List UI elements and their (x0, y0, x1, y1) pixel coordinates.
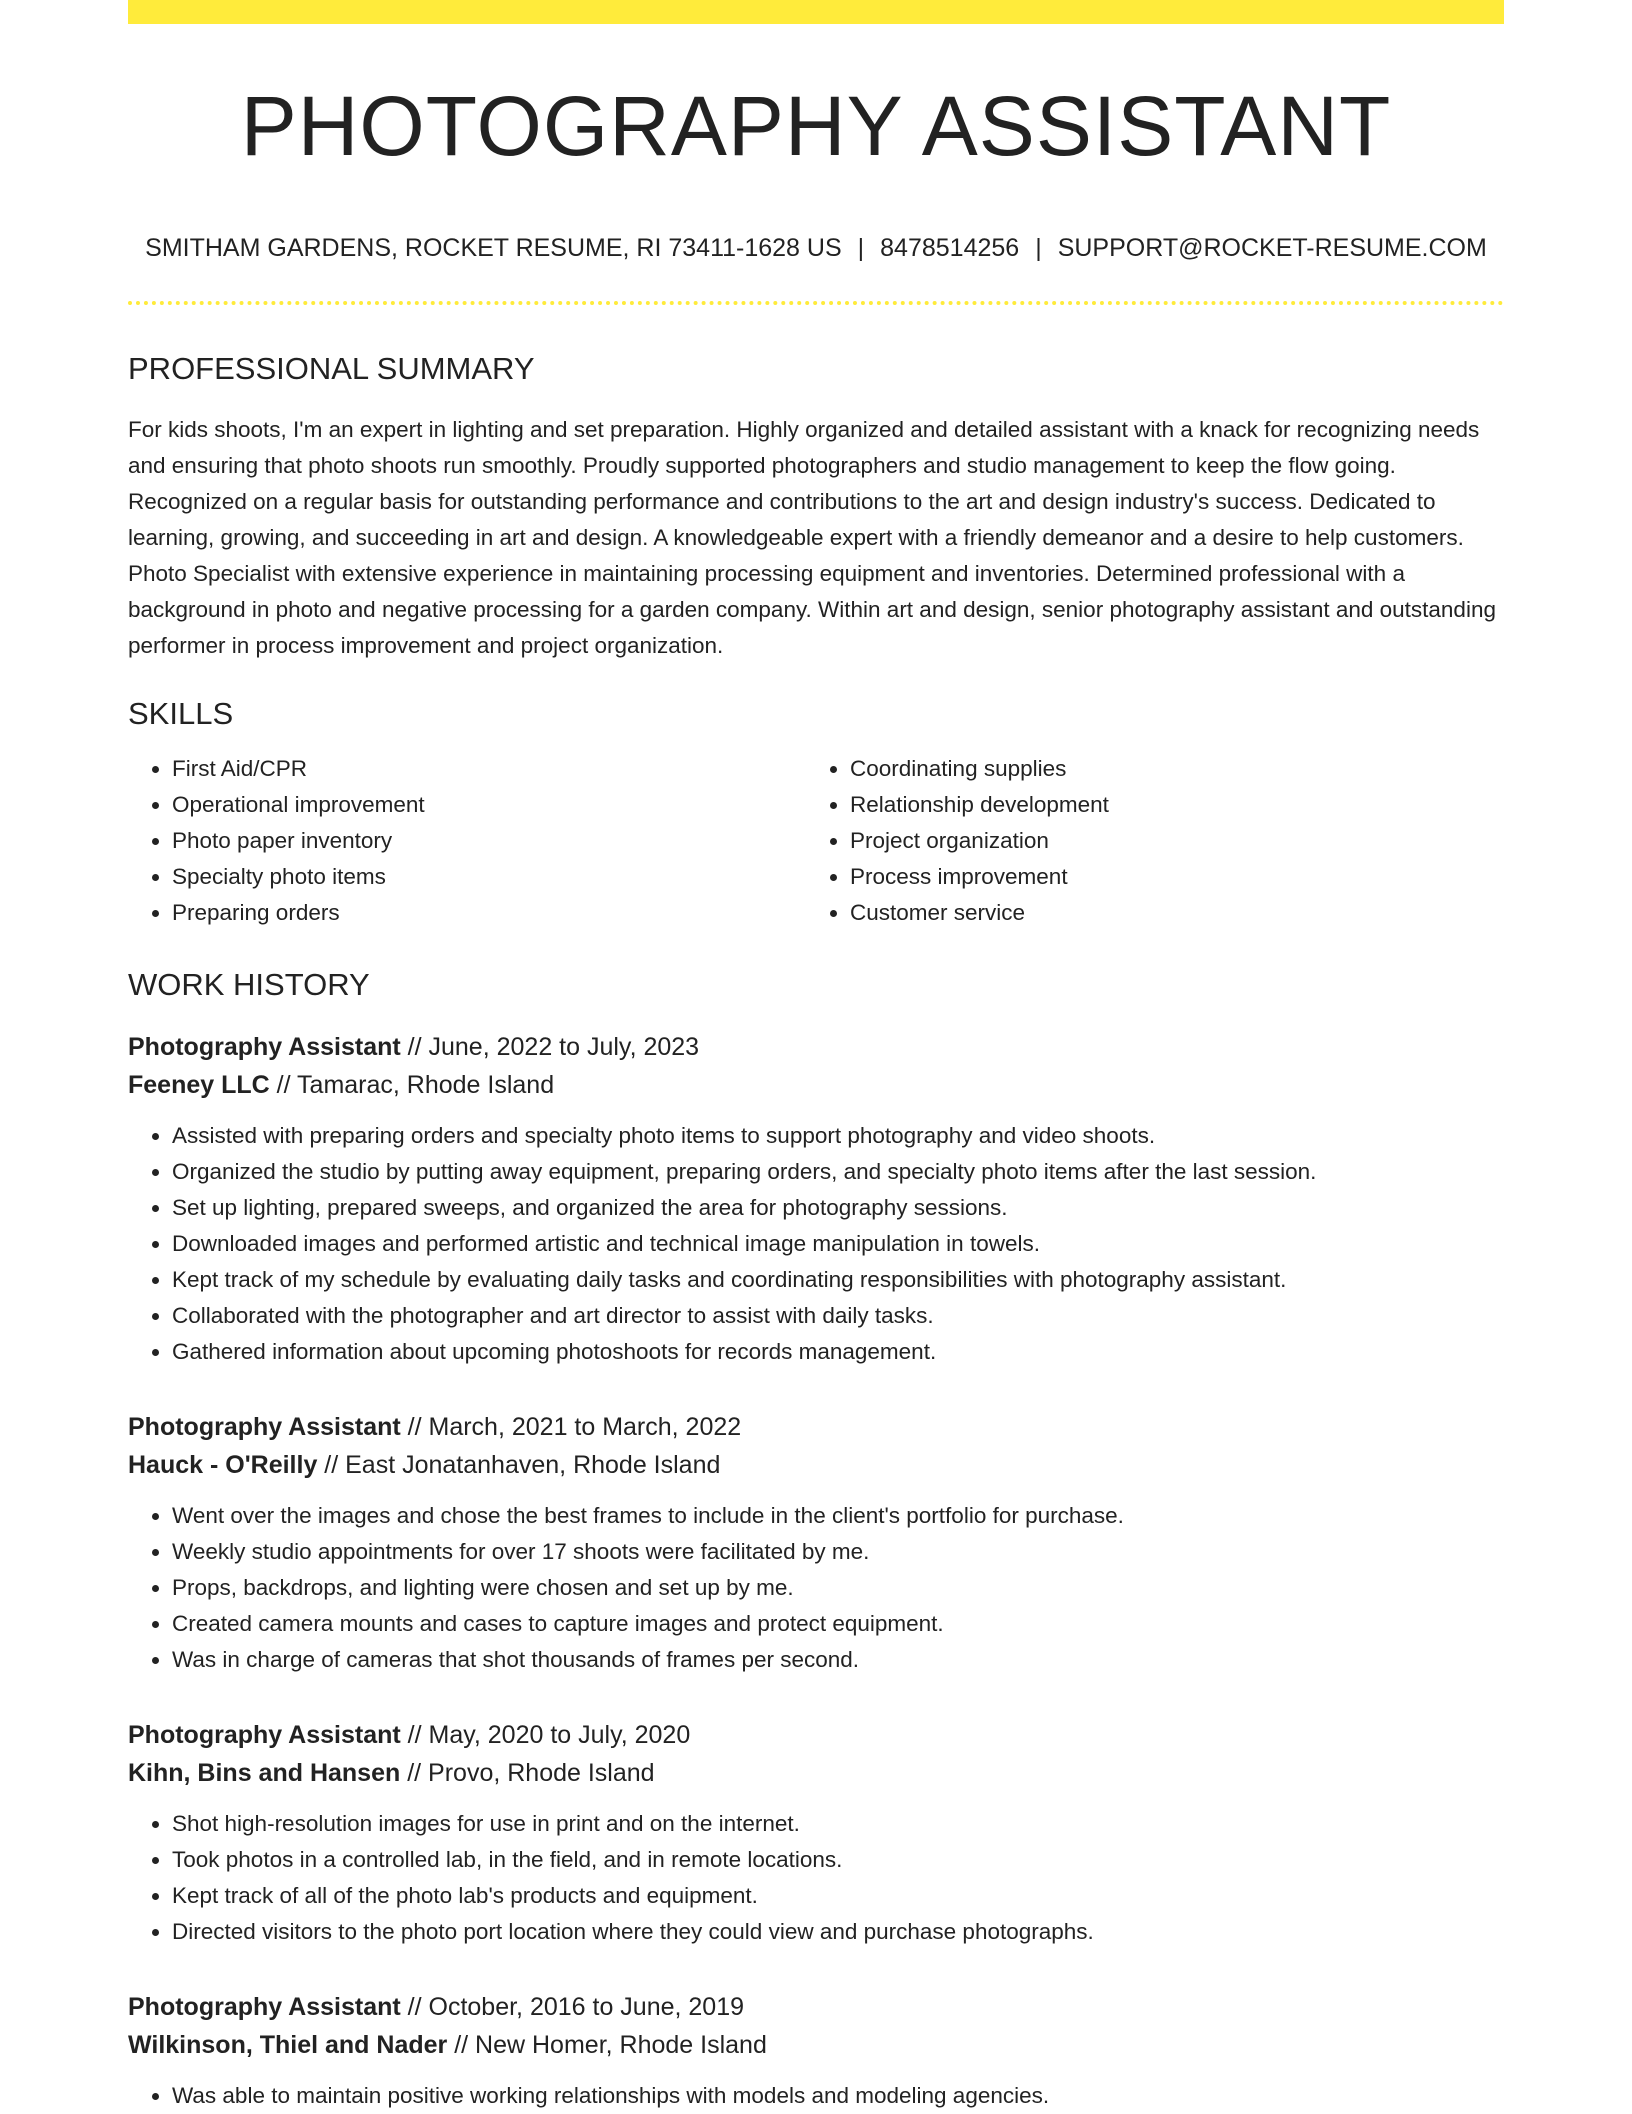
job-bullet: • Assisted with preparing orders and specialty photo items to support photography and video shoots. (172, 1118, 1504, 1154)
job-role: Photography Assistant (128, 1721, 401, 1749)
job-company-line (128, 2026, 1504, 2064)
job-bullets (128, 2078, 1504, 2114)
job-bullet: • Directed visitors to the photo port location where they could view and purchase photographs. (172, 1914, 1504, 1950)
contact-separator: | (1035, 234, 1042, 262)
job-bullet: • Gathered information about upcoming photoshoots for records management. (172, 1334, 1504, 1370)
job-bullet: • Organized the studio by putting away equipment, preparing orders, and specialty photo items after the last session. (172, 1154, 1504, 1190)
skill-item: • Customer service (850, 895, 1484, 931)
accent-top-bar (128, 0, 1504, 24)
skill-item: • Specialty photo items (172, 859, 806, 895)
job-company-line (128, 1446, 1504, 1484)
job-location: // Provo, Rhode Island (400, 1759, 655, 1787)
work-history-heading: WORK HISTORY (128, 967, 370, 1002)
skills-list (128, 751, 1504, 931)
job-bullets (128, 1118, 1504, 1370)
job-bullet: • Took photos in a controlled lab, in the field, and in remote locations. (172, 1842, 1504, 1878)
job-entry (128, 1988, 1504, 2114)
job-company: Wilkinson, Thiel and Nader (128, 2031, 448, 2059)
job-location: // East Jonatanhaven, Rhode Island (317, 1451, 721, 1479)
job-bullet: • Props, backdrops, and lighting were chosen and set up by me. (172, 1570, 1504, 1606)
job-company: Feeney LLC (128, 1071, 270, 1099)
skill-item: • Project organization (850, 823, 1484, 859)
job-bullet: • Kept track of my schedule by evaluating daily tasks and coordinating responsibilities with photography assistant. (172, 1262, 1504, 1298)
dotted-divider (128, 301, 1504, 305)
job-company: Kihn, Bins and Hansen (128, 1759, 401, 1787)
job-role: Photography Assistant (128, 1413, 401, 1441)
contact-address: SMITHAM GARDENS, ROCKET RESUME, RI 73411-1628 US (145, 234, 842, 262)
job-location: // New Homer, Rhode Island (447, 2031, 767, 2059)
job-bullet: • Downloaded images and performed artistic and technical image manipulation in towels. (172, 1226, 1504, 1262)
skill-item: • Preparing orders (172, 895, 806, 931)
job-bullet: • Kept track of all of the photo lab's products and equipment. (172, 1878, 1504, 1914)
job-bullets (128, 1806, 1504, 1950)
job-role: Photography Assistant (128, 1993, 401, 2021)
job-company: Hauck - O'Reilly (128, 1451, 318, 1479)
skills-column-right (806, 751, 1484, 931)
skills-heading: SKILLS (128, 696, 234, 731)
resume-title: PHOTOGRAPHY ASSISTANT (240, 79, 1392, 173)
job-entry (128, 1716, 1504, 1950)
job-company-line (128, 1066, 1504, 1104)
contact-email: SUPPORT@ROCKET-RESUME.COM (1057, 234, 1487, 262)
summary-text: For kids shoots, I'm an expert in lighting and set preparation. Highly organized and detailed assistant with a knack for recognizing needs and ensuring that photo shoots run smoothly. Proudly supported photographers and studio management to keep the flow going. Recognized on a regular basis for outstanding performance and contributions to the art and design industry's success. Dedicated to learning, growing, and succeeding in art and design. A knowledgeable expert with a friendly demeanor and a desire to help customers. Photo Specialist with extensive experience in maintaining processing equipment and inventories. Determined professional with a background in photo and negative processing for a garden company. Within art and design, senior photography assistant and outstanding performer in process improvement and project organization. (128, 417, 1496, 658)
job-role-line (128, 1408, 1504, 1446)
skill-item: • First Aid/CPR (172, 751, 806, 787)
job-location: // Tamarac, Rhode Island (269, 1071, 555, 1099)
job-company-line (128, 1754, 1504, 1792)
job-dates: // October, 2016 to June, 2019 (400, 1993, 745, 2021)
skill-item: • Process improvement (850, 859, 1484, 895)
skills-column-left (128, 751, 806, 931)
job-role-line (128, 1028, 1504, 1066)
job-bullet: • Was in charge of cameras that shot thousands of frames per second. (172, 1642, 1504, 1678)
job-dates: // March, 2021 to March, 2022 (400, 1413, 742, 1441)
job-entry (128, 1028, 1504, 1370)
summary-heading: PROFESSIONAL SUMMARY (128, 351, 535, 386)
job-bullets (128, 1498, 1504, 1678)
job-dates: // May, 2020 to July, 2020 (400, 1721, 691, 1749)
skill-item: • Relationship development (850, 787, 1484, 823)
job-bullet: • Weekly studio appointments for over 17 shoots were facilitated by me. (172, 1534, 1504, 1570)
job-bullet: • Shot high-resolution images for use in print and on the internet. (172, 1806, 1504, 1842)
job-role-line (128, 1716, 1504, 1754)
skill-item: • Operational improvement (172, 787, 806, 823)
resume-page (128, 0, 1504, 2114)
job-bullet: • Set up lighting, prepared sweeps, and organized the area for photography sessions. (172, 1190, 1504, 1226)
job-role-line (128, 1988, 1504, 2026)
job-role: Photography Assistant (128, 1033, 401, 1061)
job-dates: // June, 2022 to July, 2023 (400, 1033, 700, 1061)
contact-separator: | (857, 234, 865, 262)
contact-line (128, 236, 1504, 261)
job-bullet: • Was able to maintain positive working relationships with models and modeling agencies. (172, 2078, 1504, 2114)
skill-item: • Photo paper inventory (172, 823, 806, 859)
contact-phone: 8478514256 (880, 234, 1020, 262)
job-bullet: • Created camera mounts and cases to capture images and protect equipment. (172, 1606, 1504, 1642)
job-entry (128, 1408, 1504, 1678)
job-bullet: • Went over the images and chose the best frames to include in the client's portfolio for purchase. (172, 1498, 1504, 1534)
job-bullet: • Collaborated with the photographer and art director to assist with daily tasks. (172, 1298, 1504, 1334)
skill-item: • Coordinating supplies (850, 751, 1484, 787)
